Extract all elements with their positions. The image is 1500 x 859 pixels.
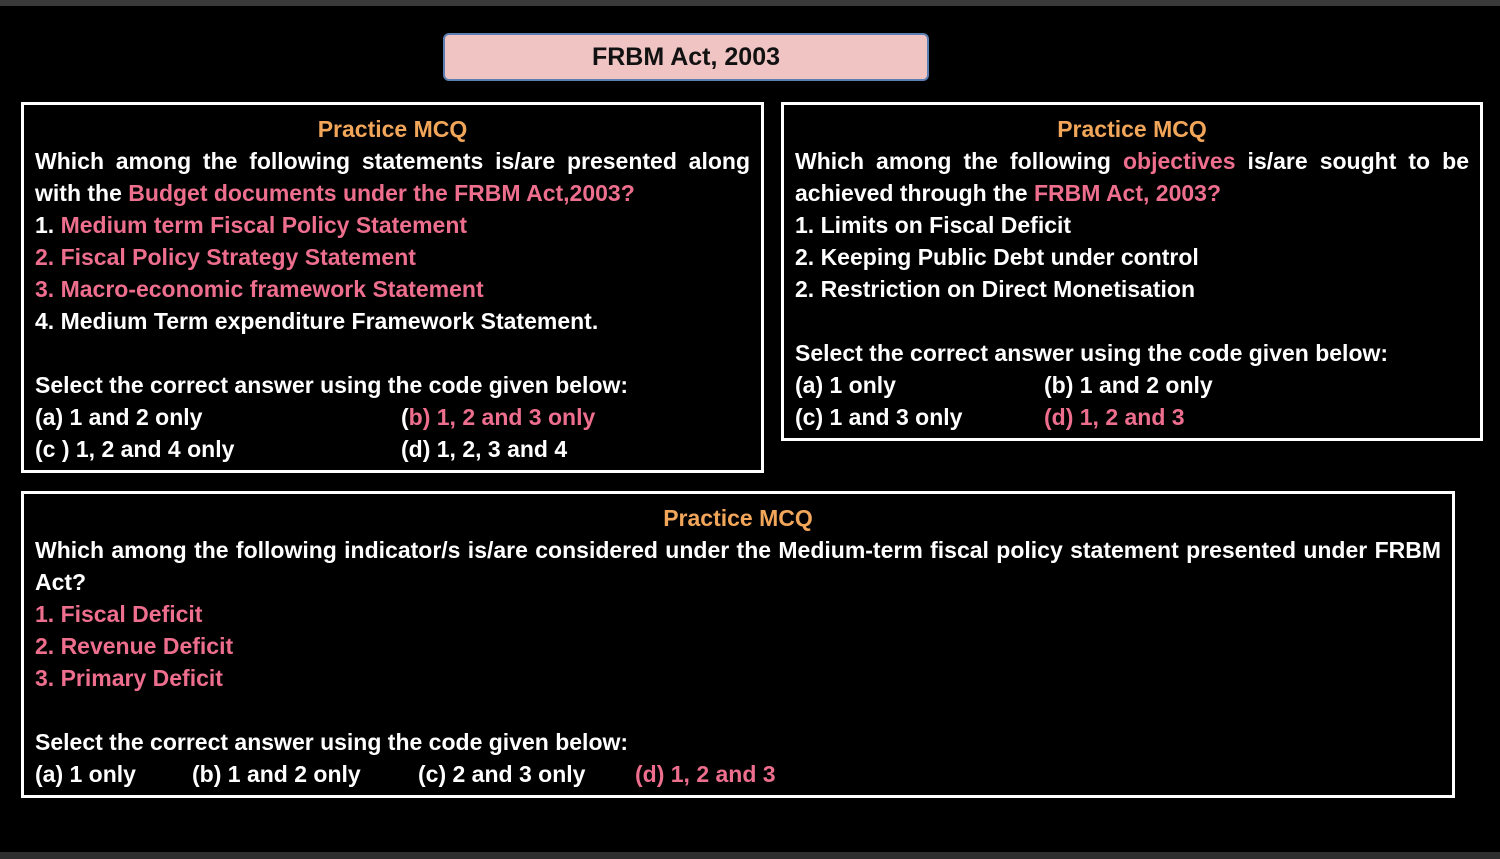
mcq-card-1 (21, 102, 764, 473)
top-bar (0, 0, 1500, 6)
mcq-question: Which among the following indicator/s is/are considered under the Medium-term fiscal policy statement presented under FRBM Act? (35, 537, 1441, 595)
option-c: (c) 2 and 3 only (418, 761, 586, 787)
option-d: (d) 1, 2 and 3 (1044, 404, 1185, 430)
option-b-text: b) 1, 2 and 3 only (408, 404, 596, 430)
option-d: (d) 1, 2, 3 and 4 (401, 436, 568, 462)
spacer (35, 694, 1441, 726)
mcq-item: 3. Macro-economic framework Statement (35, 276, 484, 302)
question-highlight: Budget documents under the FRBM Act,2003? (128, 180, 635, 206)
option-b: (b) 1 and 2 only (1044, 372, 1213, 398)
mcq-item: 2. Revenue Deficit (35, 633, 234, 659)
mcq-card-2 (781, 102, 1483, 441)
mcq-item: 4. Medium Term expenditure Framework Statement. (35, 308, 599, 334)
option-b: (b) 1 and 2 only (192, 761, 361, 787)
mcq-card-3 (21, 491, 1455, 798)
options-row (795, 401, 1469, 433)
mcq-heading: Practice MCQ (663, 505, 813, 531)
question-highlight: objectives (1123, 148, 1236, 174)
option-a: (a) 1 and 2 only (35, 404, 203, 430)
mcq-item (35, 209, 750, 241)
mcq-question (35, 145, 750, 209)
mcq-item: 2. Keeping Public Debt under control (795, 244, 1199, 270)
options-row (795, 369, 1469, 401)
mcq-instruction: Select the correct answer using the code given below: (795, 340, 1389, 366)
mcq-question (795, 145, 1469, 209)
item-number: 1. (35, 212, 61, 238)
slide-title (443, 33, 929, 81)
option-b (401, 401, 595, 433)
option-a: (a) 1 only (35, 761, 136, 787)
options-row (35, 401, 750, 433)
mcq-item: 1. Fiscal Deficit (35, 601, 203, 627)
mcq-heading: Practice MCQ (317, 116, 468, 142)
option-c: (c) 1 and 3 only (795, 404, 963, 430)
mcq-heading: Practice MCQ (1057, 116, 1207, 142)
spacer (35, 337, 750, 369)
bottom-bar (0, 852, 1500, 859)
option-b-paren: ( (401, 404, 409, 430)
question-text: is/are sought to be achieved through the (795, 148, 1469, 206)
option-d: (d) 1, 2 and 3 (635, 761, 776, 787)
mcq-instruction: Select the correct answer using the code given below: (35, 372, 629, 398)
option-c: (c ) 1, 2 and 4 only (35, 436, 235, 462)
item-text: Medium term Fiscal Policy Statement (60, 212, 468, 238)
mcq-item: 3. Primary Deficit (35, 665, 223, 691)
mcq-item: 1. Limits on Fiscal Deficit (795, 212, 1072, 238)
mcq-item: 2. Restriction on Direct Monetisation (795, 276, 1195, 302)
question-text: Which among the following statements is/are presented along with the (35, 148, 750, 206)
spacer (795, 305, 1469, 337)
options-row (35, 758, 1441, 790)
question-text: Which among the following (795, 148, 1123, 174)
mcq-item: 2. Fiscal Policy Strategy Statement (35, 244, 416, 270)
slide-title-text: FRBM Act, 2003 (591, 42, 780, 71)
mcq-instruction: Select the correct answer using the code given below: (35, 729, 629, 755)
option-a: (a) 1 only (795, 372, 896, 398)
options-row (35, 433, 750, 465)
question-highlight: FRBM Act, 2003? (1033, 180, 1222, 206)
